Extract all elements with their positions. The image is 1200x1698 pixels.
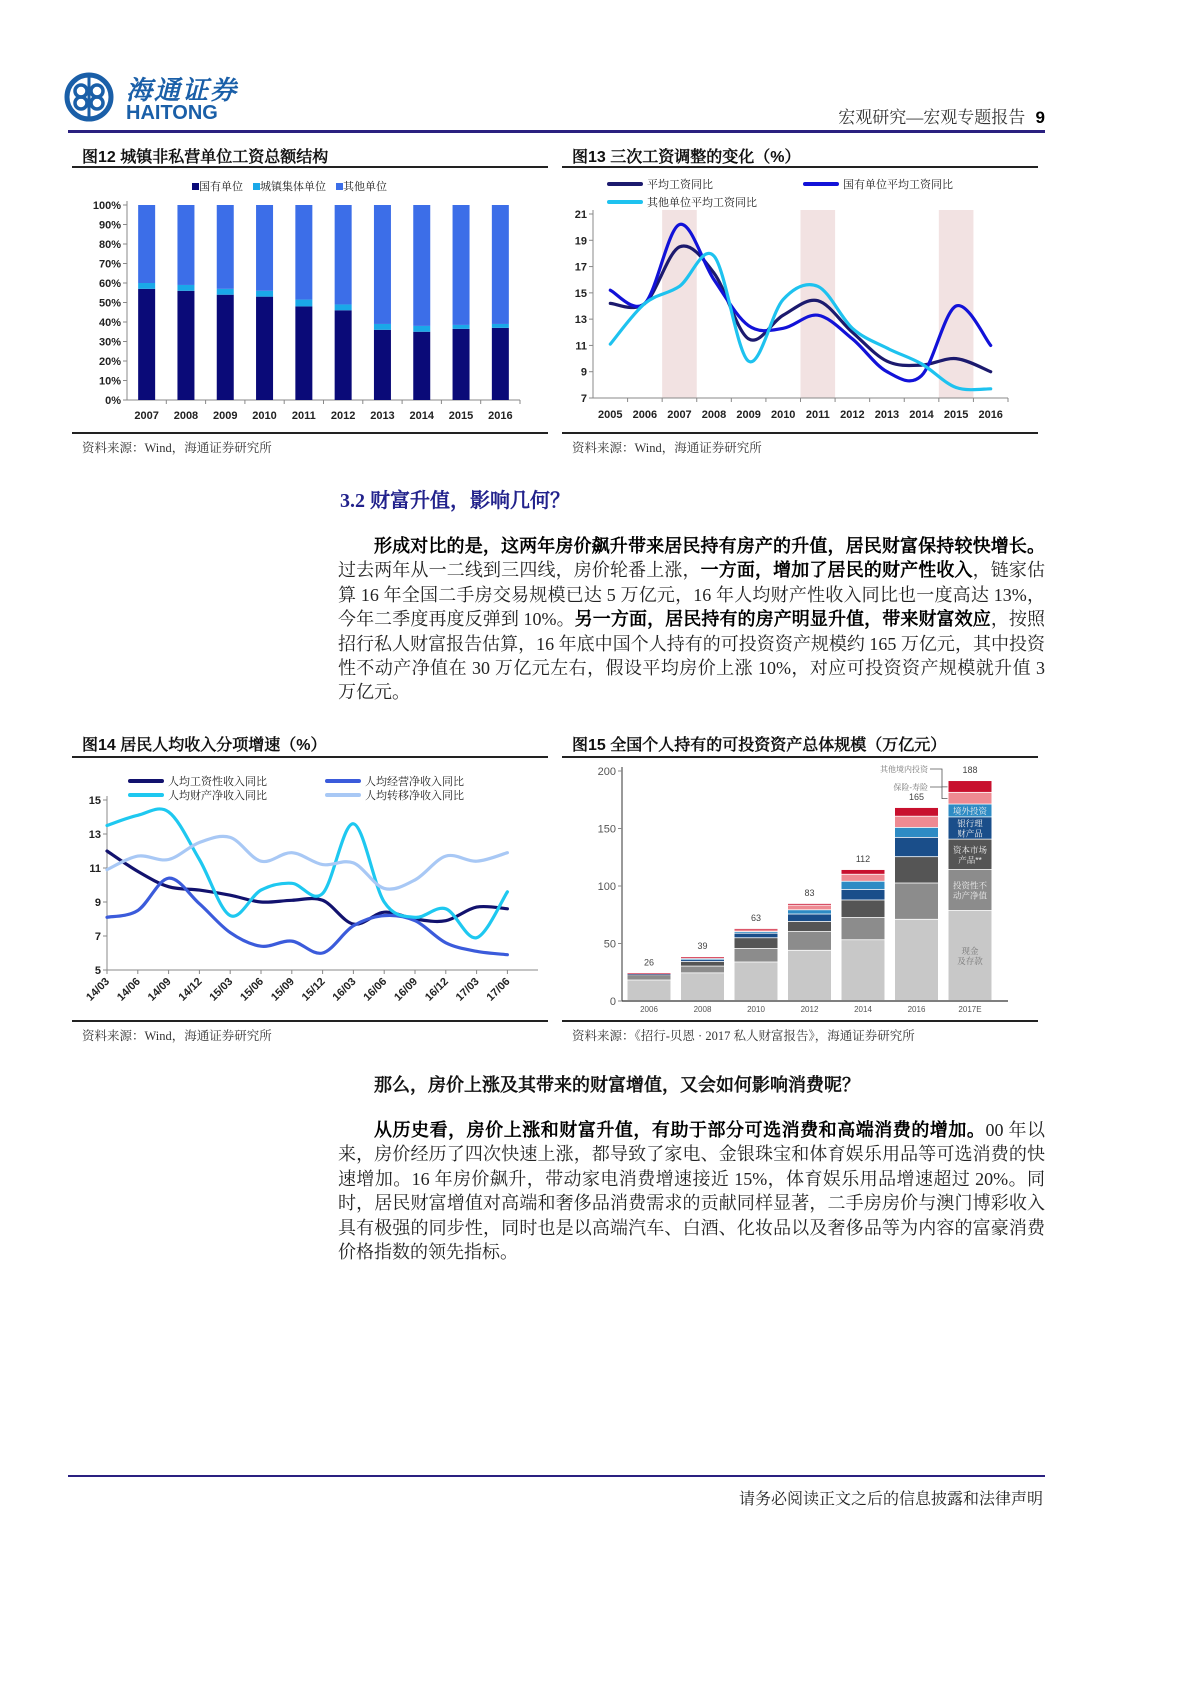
- fig15-top-rule: [562, 756, 1038, 758]
- fig15-source: 资料来源：《招行-贝恩 · 2017 私人财富报告》，海通证券研究所: [572, 1029, 915, 1043]
- y-tick-label: 50%: [98, 297, 121, 310]
- bar-segment-collective: [453, 325, 470, 329]
- bar-segment-2: [735, 938, 778, 948]
- legend-label: 人均经营净收入同比: [365, 776, 464, 788]
- y-tick-label: 10%: [98, 375, 121, 388]
- y-tick-label: 7: [94, 931, 101, 943]
- bar-segment-5: [735, 930, 778, 932]
- y-tick-label: 13: [574, 314, 587, 327]
- bar-segment-5: [842, 875, 885, 881]
- report-type: 宏观研究—宏观专题报告: [838, 108, 1026, 127]
- bar-segment-collective: [374, 324, 391, 330]
- bar-segment-soe: [492, 328, 509, 400]
- bar-segment-3: [788, 914, 831, 921]
- y-tick-label: 200: [597, 766, 616, 778]
- legend-label: 人均工资性收入同比: [168, 776, 267, 788]
- fig14-chart: [72, 760, 548, 1018]
- bar-segment-soe: [374, 330, 391, 400]
- bar-segment-other: [217, 205, 234, 289]
- bold-text-segment: 从历史看，房价上涨和财富升值，有助于部分可选消费和高端消费的增加。: [374, 1120, 986, 1140]
- y-tick-label: 13: [88, 829, 101, 841]
- x-tick-label: 15/12: [299, 975, 328, 1004]
- x-tick-label: 2008: [693, 1005, 712, 1014]
- x-tick-label: 2005: [598, 409, 623, 421]
- bar-segment-0: [842, 940, 885, 1000]
- y-tick-label: 60%: [98, 278, 121, 290]
- fig13-source: 资料来源：Wind，海通证券研究所: [572, 441, 762, 455]
- fig12-chart: [72, 172, 548, 430]
- legend-label: 平均工资同比: [647, 179, 713, 191]
- segment-annotation: 保险-寿险: [893, 783, 928, 792]
- bar-total-label: 39: [697, 941, 708, 952]
- bar-segment-collective: [295, 300, 312, 307]
- bar-segment-soe: [138, 289, 155, 400]
- footer-divider: [68, 1475, 1045, 1477]
- series-line-1: [107, 878, 507, 955]
- bar-segment-2: [842, 900, 885, 917]
- x-tick-label: 16/03: [330, 975, 359, 1004]
- bar-total-label: 83: [804, 887, 815, 898]
- haitong-logo-icon: [64, 72, 114, 122]
- x-tick-label: 2010: [747, 1005, 765, 1014]
- x-tick-label: 2009: [213, 410, 238, 422]
- bar-segment-1: [788, 932, 831, 950]
- footer-disclaimer: 请务必阅读正文之后的信息披露和法律声明: [738, 1491, 1043, 1508]
- bar-segment-other: [295, 205, 312, 300]
- y-tick-label: 15: [88, 795, 101, 807]
- y-tick-label: 9: [580, 366, 587, 379]
- bar-total-label: 165: [908, 791, 925, 802]
- y-tick-label: 0: [609, 996, 616, 1008]
- bar-segment-6: [842, 870, 885, 874]
- bar-segment-collective: [492, 324, 509, 328]
- x-tick-label: 2007: [134, 410, 159, 422]
- x-tick-label: 2016: [907, 1005, 926, 1014]
- y-tick-label: 100: [597, 881, 616, 893]
- bar-segment-collective: [217, 289, 234, 295]
- bar-segment-soe: [413, 332, 430, 400]
- bar-segment-3: [895, 838, 938, 857]
- bar-segment-4: [895, 828, 938, 837]
- legend-label: 其他单位: [343, 181, 387, 193]
- legend-label: 人均转移净收入同比: [365, 790, 464, 802]
- x-tick-label: 2006: [632, 409, 658, 421]
- bar-segment-5: [681, 958, 724, 959]
- bar-segment-3: [842, 890, 885, 900]
- text-segment: 过去两年从一二线到三四线，房价轮番上涨，: [338, 560, 701, 581]
- x-tick-label: 2014: [854, 1005, 872, 1014]
- bar-segment-other: [374, 205, 391, 324]
- y-tick-label: 11: [575, 340, 587, 353]
- bold-text-segment: 形成对比的是，这两年房价飙升带来居民持有房产的升值，居民财富保持较快增长。: [374, 536, 1045, 556]
- fig12-bottom-rule: [72, 432, 548, 434]
- bar-segment-4: [681, 959, 724, 960]
- bar-segment-soe: [256, 297, 273, 400]
- report-header: [838, 103, 1045, 128]
- fig12-source: 资料来源：Wind，海通证券研究所: [82, 441, 272, 455]
- bar-segment-other: [177, 205, 194, 285]
- x-tick-label: 15/09: [268, 975, 297, 1004]
- bar-segment-6: [628, 973, 671, 974]
- y-tick-label: 0%: [105, 395, 121, 407]
- y-tick-label: 150: [597, 823, 616, 836]
- bar-segment-soe: [217, 295, 234, 400]
- x-tick-label: 2014: [409, 410, 434, 422]
- x-tick-label: 14/03: [84, 975, 113, 1004]
- x-tick-label: 2010: [252, 410, 277, 422]
- fig15-bottom-rule: [562, 1020, 1038, 1022]
- y-tick-label: 21: [574, 209, 587, 221]
- series-line-0: [107, 851, 507, 924]
- logo-cn-text: 海通证券: [126, 76, 239, 105]
- y-tick-label: 80%: [98, 239, 121, 251]
- x-tick-label: 15/06: [238, 975, 267, 1004]
- bar-segment-1: [842, 918, 885, 939]
- shaded-period-2007: [662, 210, 697, 398]
- fig14-top-rule: [72, 756, 548, 758]
- fig14-title: 图14 居民人均收入分项增速（%）: [82, 737, 327, 754]
- y-tick-label: 7: [580, 393, 587, 405]
- bar-segment-1: [628, 976, 671, 980]
- x-tick-label: 14/09: [145, 975, 174, 1004]
- bar-segment-1: [681, 966, 724, 972]
- logo-en-text: HAITONG: [126, 102, 218, 124]
- bar-segment-0: [735, 962, 778, 1000]
- legend-label: 城镇集体单位: [260, 181, 326, 193]
- text-segment: ，按照招行私人财富报告估算，16 年底中国个人持有的可投资资产规模约 165 万亿元，其中投资性不动产净值在 30 万亿元左右，假设平均房价上涨 10%，对应可投资资产规模就升值 3 万亿元。: [338, 609, 1046, 703]
- bar-segment-collective: [335, 304, 352, 310]
- fig13-top-rule: [562, 166, 1038, 168]
- bar-segment-collective: [138, 283, 155, 289]
- segment-label: 境外投资: [952, 805, 988, 816]
- bar-segment-3: [735, 934, 778, 938]
- segment-label: 现金及存款: [957, 945, 983, 966]
- y-tick-label: 11: [89, 863, 101, 875]
- bar-segment-2: [788, 922, 831, 931]
- y-tick-label: 90%: [98, 219, 121, 232]
- x-tick-label: 2016: [488, 410, 513, 422]
- x-tick-label: 14/12: [176, 975, 205, 1004]
- section-heading: 3.2 财富升值，影响几何？: [340, 490, 570, 512]
- bar-segment-collective: [177, 285, 194, 291]
- bar-total-label: 112: [855, 853, 871, 864]
- bar-segment-other: [256, 205, 273, 291]
- y-tick-label: 19: [574, 235, 587, 248]
- bar-segment-soe: [295, 306, 312, 400]
- segment-annotation: 其他境内投资: [880, 765, 928, 774]
- bar-segment-6: [735, 929, 778, 930]
- x-tick-label: 2015: [448, 410, 474, 422]
- bar-segment-collective: [413, 326, 430, 332]
- legend-label: 其他单位平均工资同比: [647, 197, 757, 209]
- x-tick-label: 2008: [701, 409, 727, 421]
- x-tick-label: 2011: [291, 410, 316, 422]
- y-tick-label: 9: [94, 897, 101, 909]
- x-tick-label: 2011: [805, 409, 830, 421]
- x-tick-label: 2009: [736, 409, 761, 421]
- bar-segment-other: [492, 205, 509, 324]
- bar-segment-0: [628, 980, 671, 1000]
- bar-segment-1: [895, 883, 938, 918]
- x-tick-label: 14/06: [114, 975, 143, 1004]
- legend-label: 国有单位平均工资同比: [843, 179, 953, 191]
- y-tick-label: 20%: [98, 356, 121, 368]
- bar-total-label: 26: [643, 957, 655, 968]
- x-tick-label: 16/09: [392, 975, 421, 1004]
- x-tick-label: 16/12: [422, 975, 451, 1004]
- legend-label: 人均财产净收入同比: [168, 790, 267, 802]
- shaded-period-2011: [801, 210, 836, 398]
- x-tick-label: 16/06: [361, 975, 390, 1004]
- y-tick-label: 15: [574, 287, 587, 300]
- x-tick-label: 2012: [330, 410, 356, 422]
- fig12-title: 图12 城镇非私营单位工资总额结构: [82, 149, 329, 166]
- page-number: 9: [1035, 108, 1045, 127]
- series-line-3: [107, 836, 507, 889]
- x-tick-label: 2007: [667, 409, 692, 421]
- fig14-bottom-rule: [72, 1020, 548, 1022]
- x-tick-label: 17/03: [453, 975, 482, 1004]
- segment-label: 资本市场产品**: [952, 844, 988, 865]
- paragraph-wealth-effect: [338, 534, 1045, 705]
- bar-segment-6: [895, 808, 938, 816]
- annotation-connector: [930, 769, 948, 787]
- y-tick-label: 40%: [98, 317, 121, 329]
- fig13-title: 图13 三次工资调整的变化（%）: [572, 149, 801, 166]
- fig15-chart: [562, 760, 1038, 1018]
- y-tick-label: 70%: [98, 258, 121, 271]
- bar-segment-other: [335, 205, 352, 304]
- legend-label: 国有单位: [199, 181, 243, 193]
- bar-total-label: 188: [962, 765, 978, 776]
- bar-segment-6: [788, 904, 831, 905]
- bar-segment-soe: [453, 329, 470, 400]
- bar-segment-1: [735, 949, 778, 962]
- x-tick-label: 2013: [370, 410, 395, 422]
- x-tick-label: 2008: [173, 410, 199, 422]
- x-tick-label: 2012: [840, 409, 865, 421]
- bold-text-segment: 另一方面，居民持有的房产明显升值，带来财富效应: [574, 609, 991, 630]
- y-tick-label: 17: [574, 261, 587, 274]
- y-tick-label: 100%: [92, 200, 121, 212]
- x-tick-label: 15/03: [207, 975, 236, 1004]
- bar-segment-0: [895, 920, 938, 1001]
- logo: [64, 70, 264, 126]
- shaded-period-2015: [939, 210, 974, 398]
- x-tick-label: 2016: [978, 409, 1003, 421]
- bold-text-segment: 一方面，增加了居民的财产性收入: [700, 560, 973, 581]
- x-tick-label: 2017E: [958, 1005, 982, 1014]
- x-tick-label: 17/06: [484, 975, 513, 1004]
- segment-label: 投资性不动产净值: [952, 880, 988, 901]
- header-divider: [68, 130, 1045, 133]
- x-tick-label: 2012: [800, 1005, 819, 1014]
- series-line-2: [107, 809, 507, 938]
- bar-segment-other: [453, 205, 470, 325]
- question-heading: 那么，房价上涨及其带来的财富增值，又会如何影响消费呢？: [374, 1075, 860, 1095]
- segment-label: 银行理财产品: [957, 818, 983, 839]
- fig14-source: 资料来源：Wind，海通证券研究所: [82, 1029, 272, 1043]
- x-tick-label: 2013: [874, 409, 900, 421]
- bar-segment-4: [735, 932, 778, 933]
- fig13-chart: [562, 172, 1038, 430]
- bar-segment-4: [842, 882, 885, 889]
- bar-segment-other: [138, 205, 155, 283]
- x-tick-label: 2010: [770, 409, 796, 421]
- bar-segment-3: [681, 960, 724, 961]
- fig12-top-rule: [72, 166, 548, 168]
- bar-segment-collective: [256, 291, 273, 297]
- bar-segment-0: [681, 973, 724, 1000]
- bar-segment-5: [949, 793, 992, 804]
- bar-segment-5: [788, 906, 831, 910]
- bar-segment-soe: [177, 291, 194, 400]
- x-tick-label: 2006: [640, 1005, 658, 1014]
- y-tick-label: 50: [603, 938, 616, 951]
- bar-segment-2: [895, 857, 938, 883]
- text-segment: ，链家估算 16 年全国二手房交易规模已达 5 万亿元，16 年人均财产性收入同比也一度高达 13%，今年二季度再度反弹到 10%。: [338, 560, 1046, 630]
- bar-segment-4: [788, 910, 831, 913]
- bar-segment-soe: [335, 310, 352, 400]
- bar-segment-2: [681, 962, 724, 966]
- y-tick-label: 30%: [98, 336, 121, 349]
- bar-segment-0: [788, 951, 831, 1001]
- bar-segment-6: [681, 957, 724, 958]
- bar-segment-5: [895, 817, 938, 827]
- fig15-title: 图15 全国个人持有的可投资资产总体规模（万亿元）: [572, 737, 947, 754]
- paragraph-consumption: [338, 1118, 1045, 1264]
- bar-segment-6: [949, 781, 992, 792]
- bar-segment-other: [413, 205, 430, 326]
- bar-total-label: 63: [750, 912, 762, 923]
- annotation-connector: [930, 787, 948, 799]
- y-tick-label: 5: [94, 965, 101, 977]
- text-segment: 00 年以来，房价经历了四次快速上涨，都导致了家电、金银珠宝和体育娱乐用品等可选消费的快速增加。16 年房价飙升，带动家电消费增速接近 15%，体育娱乐用品增速超过 20%。同时，居民财富增值对高端和奢侈品消费需求的贡献同样显著，二手房房价与澳门博彩收入具有极强的同步性，同时也是以高端汽车、白酒、化妆品以及奢侈品等为内容的富豪消费价格指数的领先指标。: [338, 1120, 1046, 1263]
- x-tick-label: 2015: [943, 409, 969, 421]
- fig13-bottom-rule: [562, 432, 1038, 434]
- x-tick-label: 2014: [909, 409, 934, 421]
